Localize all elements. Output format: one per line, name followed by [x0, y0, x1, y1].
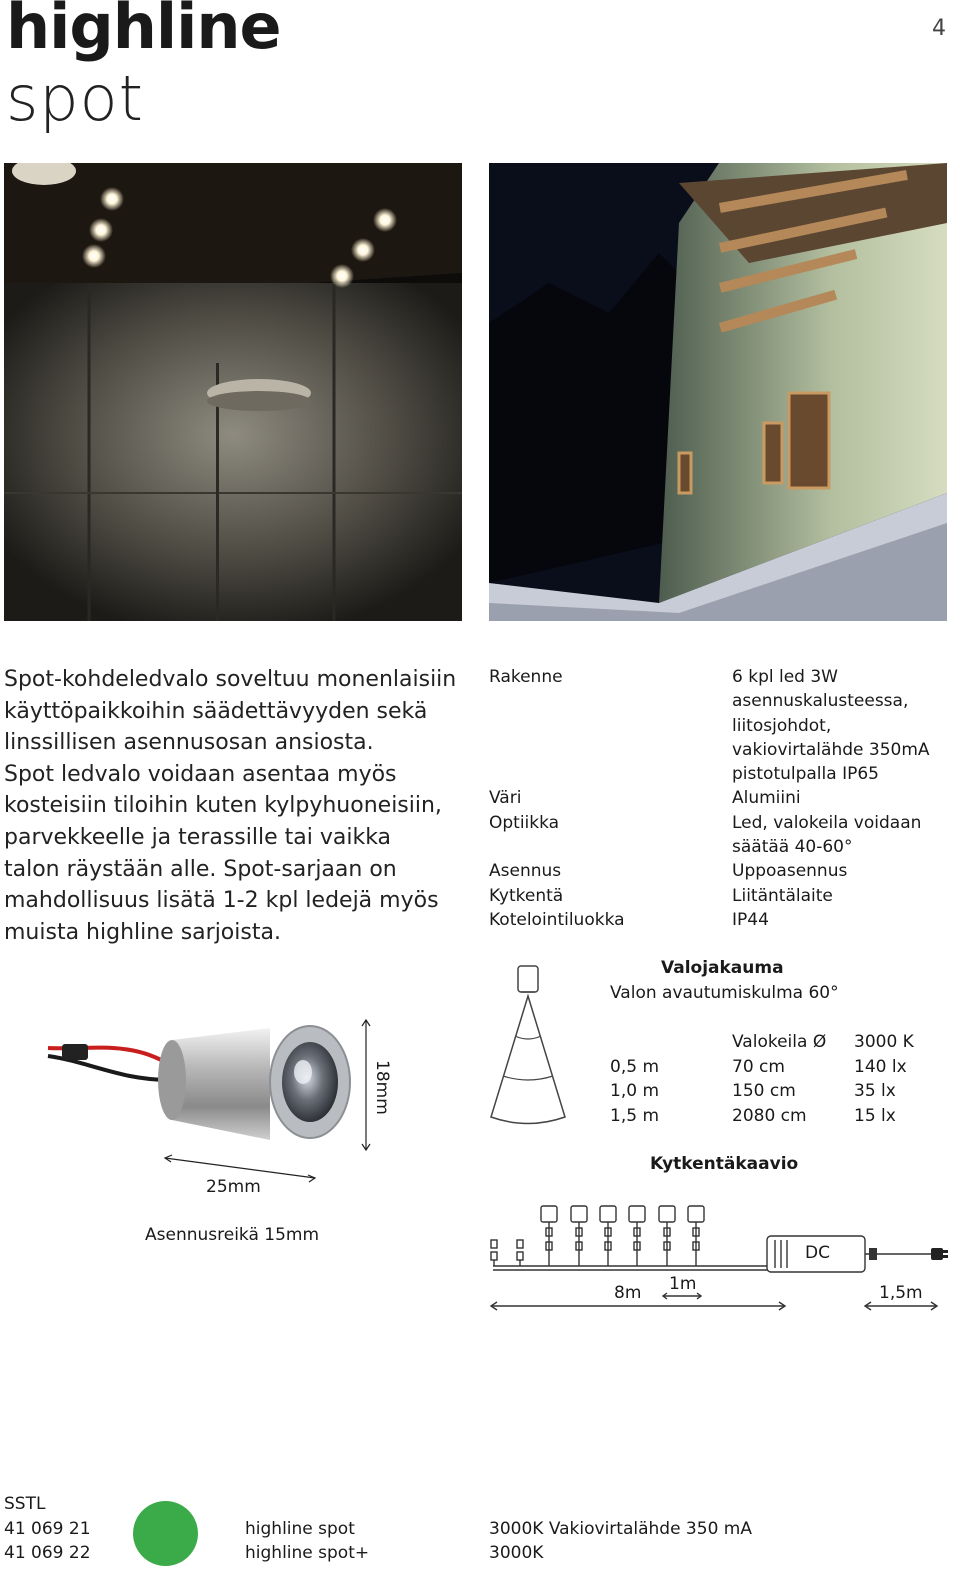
spec-label — [489, 714, 625, 738]
cabin-exterior-photo — [489, 163, 947, 621]
distance-value: 1,5 m — [610, 1105, 659, 1126]
intro-line: parvekkeelle ja terassille tai vaikka — [4, 824, 392, 850]
product-codes — [4, 1517, 91, 1566]
product-name: highline spot+ — [245, 1543, 370, 1564]
shower-spotlight-photo — [4, 163, 462, 621]
intro-line: Spot ledvalo voidaan asentaa myös — [4, 761, 397, 787]
intro-line: linssillisen asennusosan ansiosta. — [4, 730, 374, 756]
spec-value: Led, valokeila voidaan — [732, 812, 922, 833]
intro-line: muista highline sarjoista. — [4, 919, 281, 945]
light-distribution-heading: Valojakauma — [661, 958, 784, 978]
intro-line: talon räystään alle. Spot-sarjaan on — [4, 856, 397, 882]
spec-values — [732, 665, 952, 932]
spec-label: Asennus — [489, 861, 562, 882]
illuminance-value: 140 lx — [854, 1057, 907, 1077]
spec-label — [489, 689, 625, 713]
spec-label — [489, 835, 625, 859]
illuminance-value: 35 lx — [854, 1081, 896, 1102]
product-descriptions — [489, 1517, 752, 1566]
cord-length-label: 1,5m — [879, 1283, 923, 1303]
driver-label: DC — [805, 1243, 830, 1263]
mounting-hole-label: Asennusreikä 15mm — [145, 1225, 320, 1245]
intro-paragraph — [4, 664, 474, 948]
beam-diameter-value: 150 cm — [732, 1081, 796, 1102]
light-cone-diagram — [485, 962, 575, 1132]
color-temp-header: 3000 K — [854, 1032, 914, 1052]
spec-value: IP44 — [732, 909, 769, 930]
spec-label — [489, 738, 625, 762]
spec-label: Väri — [489, 788, 522, 809]
product-family-title: highline — [6, 0, 281, 63]
intro-line: kosteisiin tiloihin kuten kylpyhuoneisiin, — [4, 793, 442, 819]
product-description: 3000K Vakiovirtalähde 350 mA — [489, 1519, 752, 1539]
spec-value: Liitäntälaite — [732, 885, 833, 906]
intro-line: käyttöpaikkoihin säädettävyyden sekä — [4, 698, 428, 724]
width-dimension-label: 25mm — [206, 1177, 261, 1197]
sstl-label: SSTL — [4, 1494, 46, 1514]
beam-angle-text: Valon avautumiskulma 60° — [610, 983, 839, 1003]
product-code: 41 069 21 — [4, 1519, 91, 1539]
distance-column — [610, 1055, 659, 1128]
spec-value: Uppoasennus — [732, 861, 848, 882]
distance-value: 1,0 m — [610, 1081, 659, 1102]
spec-labels — [489, 665, 625, 932]
product-names — [245, 1517, 369, 1566]
beam-diameter-header: Valokeila Ø — [732, 1032, 827, 1052]
product-name: highline spot — [245, 1519, 355, 1539]
color-indicator-dot — [133, 1501, 198, 1566]
beam-diameter-value: 70 cm — [732, 1057, 785, 1077]
total-length-label: 8m — [614, 1283, 642, 1303]
spec-value: säätää 40-60° — [732, 837, 853, 858]
spec-value: Alumiini — [732, 788, 801, 809]
beam-diameter-value: 2080 cm — [732, 1105, 807, 1126]
spec-value: vakiovirtalähde 350mA — [732, 739, 930, 760]
intro-line: Spot-kohdeledvalo soveltuu monenlaisiin — [4, 667, 457, 692]
spec-value: 6 kpl led 3W — [732, 667, 838, 687]
wiring-diagram-heading: Kytkentäkaavio — [650, 1154, 799, 1174]
illuminance-column — [854, 1055, 907, 1128]
segment-length-label: 1m — [669, 1274, 697, 1294]
spec-label: Optiikka — [489, 812, 560, 833]
intro-line: mahdollisuus lisätä 1-2 kpl ledejä myös — [4, 888, 439, 914]
spec-label — [489, 762, 625, 786]
height-dimension-label: 18mm — [372, 1060, 392, 1115]
spec-value: liitosjohdot, — [732, 715, 832, 736]
spec-value: asennuskalusteessa, — [732, 691, 909, 712]
spec-label: Kytkentä — [489, 885, 564, 906]
illuminance-value: 15 lx — [854, 1105, 896, 1126]
product-code: 41 069 22 — [4, 1543, 91, 1564]
spec-label: Kotelointiluokka — [489, 909, 625, 930]
distance-value: 0,5 m — [610, 1057, 659, 1077]
spec-label: Rakenne — [489, 667, 563, 687]
spec-value: pistotulpalla IP65 — [732, 764, 879, 785]
product-name-title: spot — [6, 62, 144, 135]
product-description: 3000K — [489, 1543, 544, 1564]
page-number: 4 — [932, 16, 946, 41]
beam-diameter-column — [732, 1055, 807, 1128]
